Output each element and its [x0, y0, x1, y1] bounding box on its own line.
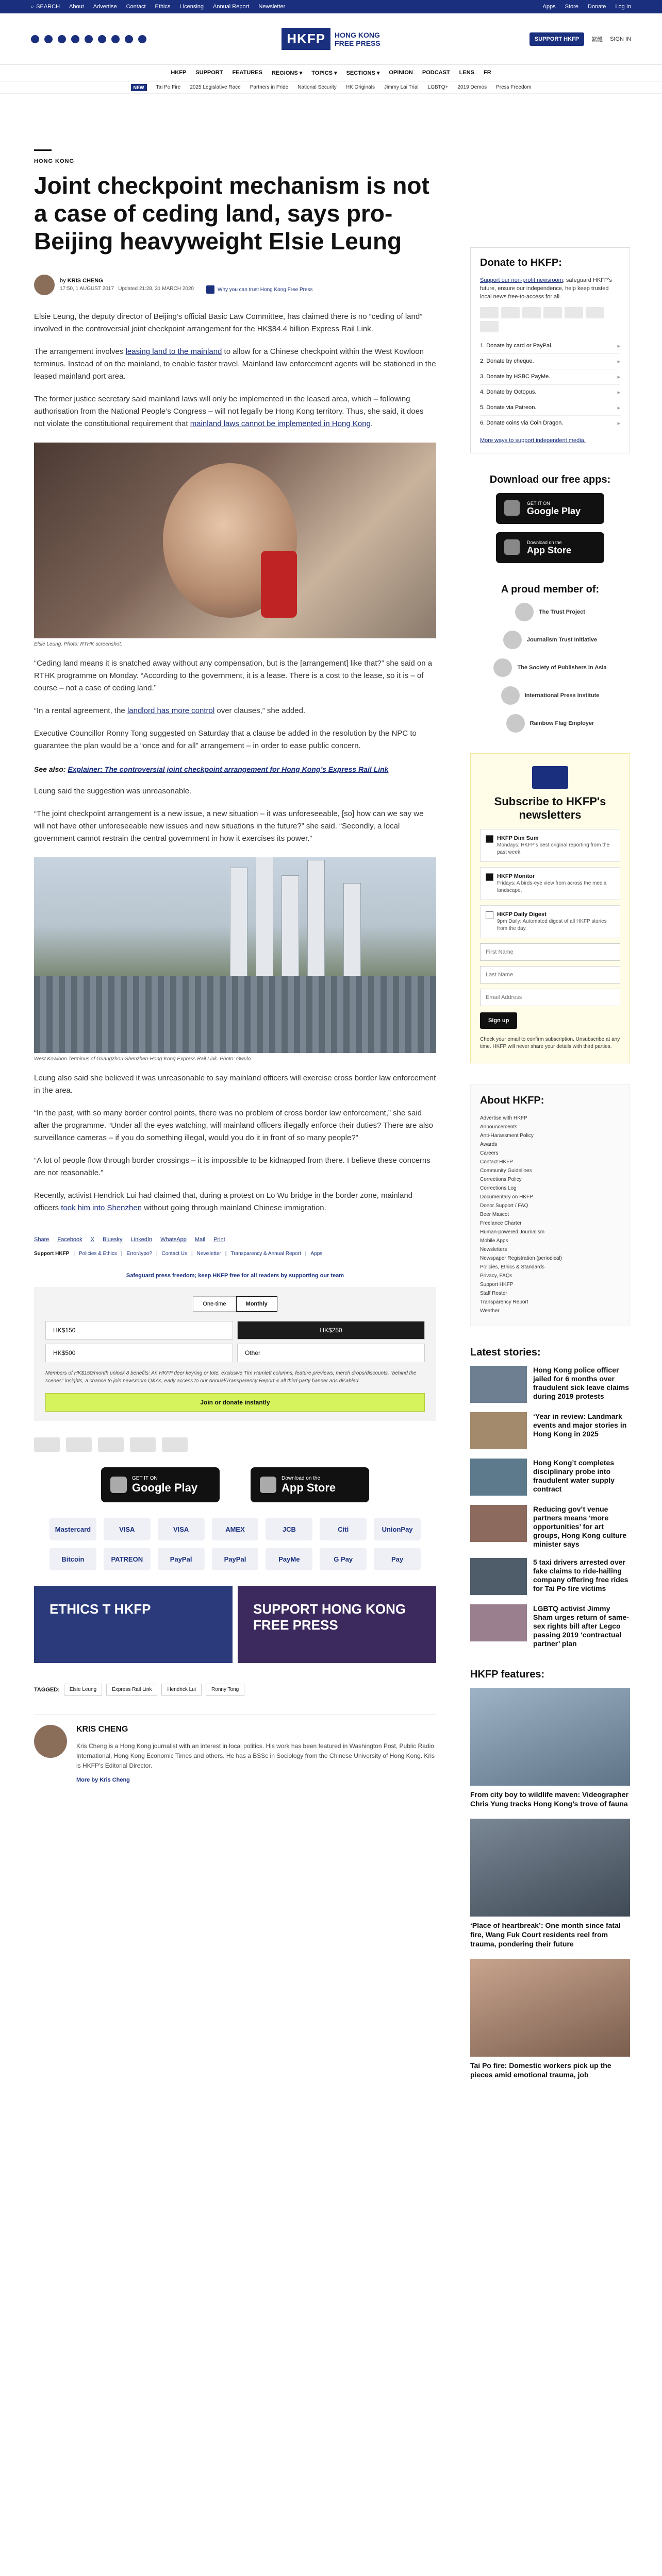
payment-logo: PayMe: [266, 1548, 312, 1570]
payment-logo: AMEX: [212, 1518, 259, 1540]
ethics-link[interactable]: Ethics: [155, 4, 171, 10]
story-item[interactable]: Reducing gov’t venue partners means ‘more opportunities’ for art groups, Hong Kong culture minister says: [470, 1505, 630, 1549]
amount-option[interactable]: HK$500: [45, 1344, 233, 1362]
membership-benefits: Members of HK$150/month unlock 8 benefits: An HKFP deer keyring or tote, exclusive Tim Hamlett columns, feature previews, merch drops/discounts, “behind the scenes” insights, a chance to join newsroom Q&As, early access to our Annual/Transparency Report & all third-party banner ads disabled.: [45, 1370, 417, 1384]
payment-logo: VISA: [104, 1518, 151, 1540]
about-link[interactable]: Privacy, FAQs: [480, 1273, 512, 1279]
features-title: HKFP features:: [470, 1669, 545, 1680]
tag[interactable]: Express Rail Link: [106, 1684, 157, 1696]
latest-stories: [470, 1347, 630, 1648]
safeguard-banner[interactable]: Safeguard press freedom; keep HKFP free for all readers by supporting our team: [126, 1273, 344, 1279]
byline-author[interactable]: KRIS CHENG: [67, 278, 103, 284]
share-x[interactable]: X: [90, 1236, 95, 1243]
trust-link-label: Why you can trust Hong Kong Free Press: [218, 286, 313, 293]
amount-option-selected[interactable]: HK$250: [237, 1321, 425, 1340]
card-logos: [480, 307, 620, 332]
about-link[interactable]: Human-powered Journalism: [480, 1229, 545, 1235]
member-logo[interactable]: Rainbow Flag Employer: [470, 714, 630, 733]
subscribe-note: Check your email to confirm subscription. Unsubscribe at any time. HKFP will never share your details with third parties.: [480, 1037, 620, 1049]
about-link[interactable]: Corrections Log: [480, 1185, 517, 1191]
about-link[interactable]: Support HKFP: [480, 1282, 514, 1287]
jti-icon: [503, 631, 522, 649]
about-link[interactable]: Community Guidelines: [480, 1168, 532, 1174]
freq-monthly[interactable]: Monthly: [236, 1296, 277, 1312]
article-photo-terminus: [34, 857, 436, 1053]
inline-link[interactable]: leasing land to the mainland: [125, 347, 222, 356]
about-link[interactable]: Careers: [480, 1150, 499, 1156]
policy-link[interactable]: Contact Us: [161, 1251, 188, 1257]
paragraph: “The joint checkpoint arrangement is a new issue, a new situation – it was unforeseeable, [so] how can we say we will not have other unforeseeable new issues and new situations in the future?” she said. “Secondly, a local government cannot restrain the central government in how it exercises its power.”: [34, 809, 424, 843]
amount-option[interactable]: Other: [237, 1344, 425, 1362]
support-hkfp-button[interactable]: SUPPORT HKFP: [529, 32, 584, 46]
donate-option[interactable]: 2. Donate by cheque. ▸: [480, 354, 620, 369]
nav-support[interactable]: SUPPORT: [195, 70, 223, 76]
language-toggle[interactable]: 繁體: [591, 36, 603, 43]
support-promo[interactable]: SUPPORT HONG KONG FREE PRESS: [238, 1586, 436, 1663]
search-icon: ⌕: [31, 3, 35, 10]
threads-icon[interactable]: [71, 35, 79, 43]
author-box-name[interactable]: KRIS CHENG: [76, 1725, 128, 1734]
site-logo[interactable]: [282, 28, 380, 50]
newsletter-title: Subscribe to HKFP's newsletters: [494, 795, 606, 821]
members-section: [470, 584, 630, 733]
sidebar: [470, 247, 630, 2090]
about-link[interactable]: Newsletters: [480, 1247, 507, 1252]
logo-line-2: FREE PRESS: [335, 39, 380, 47]
story-item[interactable]: Hong Kong police officer jailed for 6 months over fraudulent sick leave claims during 2019 protests: [470, 1366, 630, 1403]
tag[interactable]: Hendrick Lui: [161, 1684, 202, 1696]
payment-logo: VISA: [158, 1518, 205, 1540]
top-utility-bar: [0, 0, 662, 13]
payment-logo: G Pay: [320, 1548, 367, 1570]
sidebar-google-play-button[interactable]: GET IT ON Google Play: [496, 493, 604, 524]
policy-link[interactable]: Apps: [310, 1251, 323, 1257]
feature-item[interactable]: Tai Po fire: Domestic workers pick up the pieces amid emotional trauma, job: [470, 1959, 630, 2079]
nav-topics[interactable]: TOPICS ▾: [311, 70, 337, 76]
envelope-icon: [532, 766, 568, 789]
paragraph: Elsie Leung, the deputy director of Beijing’s official Basic Law Committee, has claimed there is no “ceding of land” involved in the controversial joint checkpoint arrangement for the HK$84.4 billion Express Rail Link.: [34, 312, 423, 333]
about-link[interactable]: Freelance Charter: [480, 1221, 522, 1226]
member-logo[interactable]: The Society of Publishers in Asia: [470, 658, 630, 677]
linkedin-icon[interactable]: [98, 35, 106, 43]
payment-methods: [34, 1518, 436, 1570]
donation-widget: [34, 1287, 436, 1421]
policy-link[interactable]: Transparency & Annual Report: [230, 1251, 301, 1257]
paragraph: “In the past, with so many border control points, there was no problem of cross border law enforcement,” she said after the programme. “Under all the eyes watching, will mainland officers illegally enforce their duties? There are also surveillance cameras – if you do something illegal, would you do it in front of so many people?”: [34, 1109, 433, 1142]
updated-date: Updated 21:28, 31 MARCH 2020: [118, 286, 194, 292]
social-links: [31, 35, 282, 43]
contact-link[interactable]: Contact: [126, 4, 146, 10]
instagram-icon[interactable]: [58, 35, 66, 43]
payment-logo: Bitcoin: [49, 1548, 96, 1570]
author-box-bio: Kris Cheng is a Hong Kong journalist with an interest in local politics. His work has been featured in Washington Post, Public Radio International, Hong Kong Economic Times and others. He has a BSSc in Sociology from the Chinese University of Hong Kong. Kris is HKFP’s Editorial Director.: [76, 1742, 435, 1769]
about-link[interactable]: Documentary on HKFP: [480, 1194, 533, 1200]
trending-link[interactable]: Press Freedom: [496, 84, 532, 90]
feature-image: [470, 1688, 630, 1786]
about-link[interactable]: Beer Mascot: [480, 1212, 509, 1217]
about-link[interactable]: Mobile Apps: [480, 1238, 508, 1244]
sopa-icon: [493, 658, 512, 677]
nav-hkfp[interactable]: HKFP: [171, 70, 187, 76]
app-buttons: [34, 1467, 436, 1502]
whatsapp-icon[interactable]: [138, 35, 146, 43]
inline-link[interactable]: mainland laws cannot be implemented in Hong Kong: [190, 419, 371, 428]
sidebar-app-store-button[interactable]: Download on the App Store: [496, 532, 604, 563]
trust-project-badge[interactable]: [34, 1437, 60, 1452]
apps-link[interactable]: Apps: [542, 4, 556, 10]
sign-up-button[interactable]: Sign up: [480, 1012, 517, 1029]
trending-link[interactable]: 2025 Legislative Race: [190, 84, 241, 90]
photo-microphone: [261, 551, 297, 618]
last-name-field[interactable]: Last Name: [480, 966, 620, 984]
member-logo[interactable]: International Press Institute: [470, 686, 630, 705]
payment-logo: UnionPay: [374, 1518, 421, 1540]
about-section: [470, 1084, 630, 1326]
inline-link[interactable]: landlord has more control: [127, 706, 215, 715]
paragraph: “A lot of people flow through border crossings – it is impossible to be kidnapped from there. I believe these concerns are not reasonable.”: [34, 1156, 431, 1177]
apps-section: [470, 474, 630, 563]
donate-text-link[interactable]: Support our non-profit newsroom: [480, 277, 563, 283]
paragraph: Leung said the suggestion was unreasonable.: [34, 787, 192, 795]
donate-text: Support our non-profit newsroom; safeguard HKFP's future, ensure our independence, help keep trusted local news free-to-access for all.: [480, 277, 612, 300]
payment-logo: PayPal: [158, 1548, 205, 1570]
about-link[interactable]: Awards: [480, 1142, 498, 1147]
logo-mark: HKFP: [282, 28, 330, 50]
donate-title: Donate to HKFP:: [480, 257, 562, 268]
card-logo: [501, 307, 520, 318]
payment-logo: PayPal: [212, 1548, 259, 1570]
nav-sections[interactable]: SECTIONS ▾: [346, 70, 380, 76]
nav-fr[interactable]: FR: [483, 70, 491, 76]
ethics-promo[interactable]: ETHICS T HKFP: [34, 1586, 233, 1663]
tags-row: [34, 1684, 436, 1696]
trust-icon: [206, 285, 214, 294]
payment-logo: Pay: [374, 1548, 421, 1570]
photo-tower: [307, 860, 325, 986]
policy-link[interactable]: Support HKFP: [34, 1251, 70, 1257]
photo-caption: Elsie Leung. Photo: RTHK screenshot.: [34, 641, 123, 647]
trust-project-icon: [515, 603, 534, 621]
about-link[interactable]: Donor Support / FAQ: [480, 1203, 528, 1209]
paragraph: Executive Councillor Ronny Tong suggested on Saturday that a clause be added in the resolution by the NPC to guarantee the plan would be a “once and for all” arrangement – in order to ease public concern.: [34, 729, 417, 750]
about-link[interactable]: Weather: [480, 1308, 500, 1314]
search-link[interactable]: ⌕ SEARCH: [31, 3, 60, 10]
donate-option[interactable]: 5. Donate via Patreon. ▸: [480, 400, 620, 416]
feature-item[interactable]: From city boy to wildlife maven: Videographer Chris Yung tracks Hong Kong’s trove of fauna: [470, 1688, 630, 1808]
payment-logo: Citi: [320, 1518, 367, 1540]
main-nav: [0, 65, 662, 81]
paragraph: “In a rental agreement, the landlord has more control over clauses,” she added.: [34, 706, 306, 715]
freq-one-time[interactable]: One-time: [193, 1296, 236, 1312]
newsletter-option[interactable]: HKFP Dim Sum Mondays: HKFP's best original reporting from the past week.: [480, 829, 620, 862]
photo-tower: [230, 868, 247, 986]
about-link[interactable]: Policies, Ethics & Standards: [480, 1264, 545, 1270]
card-logo: [586, 307, 604, 318]
story-thumbnail: [470, 1558, 527, 1595]
share-facebook[interactable]: Facebook: [57, 1236, 82, 1243]
about-link[interactable]: About: [69, 4, 84, 10]
x-icon[interactable]: [44, 35, 53, 43]
about-title: About HKFP:: [480, 1095, 544, 1106]
card-logo: [543, 307, 562, 318]
paragraph: The arrangement involves leasing land to the mainland to allow for a Chinese checkpoint within the West Kowloon terminus. Instead of on the mainland, to enable faster travel. Mainland law enforcement agents will be stationed in the leased mainland port area.: [34, 347, 436, 381]
card-logo: [565, 307, 583, 318]
newsletter-link[interactable]: Newsletter: [258, 4, 286, 10]
photo-caption: West Kowloon Terminus of Guangzhou-Shenzhen-Hong Kong Express Rail Link. Photo: Gwulo.: [34, 1056, 253, 1062]
payment-logo: JCB: [266, 1518, 312, 1540]
story-thumbnail: [470, 1366, 527, 1403]
trust-link[interactable]: [206, 285, 313, 294]
photo-tower: [256, 857, 273, 986]
rainbow-badge[interactable]: [162, 1437, 188, 1452]
about-link[interactable]: Advertise with HKFP: [480, 1115, 527, 1121]
trending-link[interactable]: Jimmy Lai Trial: [384, 84, 419, 90]
donate-options: [480, 338, 620, 431]
facebook-icon[interactable]: [31, 35, 39, 43]
feature-image: [470, 1819, 630, 1917]
card-logo: [522, 307, 541, 318]
google-play-button[interactable]: GET IT ON Google Play: [101, 1467, 220, 1502]
trending-link[interactable]: HK Originals: [345, 84, 375, 90]
paragraph: The former justice secretary said mainland laws will only be implemented in the leased area, which – following authorisation from the National People’s Congress – will not legally be Hong Kong territory. Thus, she said, it does not violate the constitutional requirement that mainland laws cannot be implemented in Hong Kong.: [34, 395, 424, 428]
trending-link[interactable]: Partners in Pride: [250, 84, 289, 90]
policy-links: Support HKFP | Policies & Ethics | Error/typo? | Contact Us | Newsletter | Transparency & Annual Report | Apps: [34, 1251, 436, 1264]
ipi-icon: [501, 686, 520, 705]
policy-link[interactable]: Error/typo?: [126, 1251, 152, 1257]
trending-link[interactable]: 2019 Demos: [457, 84, 487, 90]
story-item[interactable]: 5 taxi drivers arrested over fake claims to ride-hailing company offering free rides for Tai Po fire victims: [470, 1558, 630, 1595]
card-logo: [480, 321, 499, 332]
share-linkedin[interactable]: LinkedIn: [130, 1236, 153, 1243]
article-photo-elsie-leung: [34, 443, 436, 638]
nav-regions[interactable]: REGIONS ▾: [271, 70, 303, 76]
latest-title: Latest stories:: [470, 1347, 541, 1358]
feature-item[interactable]: ‘Place of heartbreak’: One month since fatal fire, Wang Fuk Court residents reel from trauma, pondering their future: [470, 1819, 630, 1948]
share-whatsapp[interactable]: WhatsApp: [160, 1236, 187, 1243]
payment-logo: Mastercard: [49, 1518, 96, 1540]
member-logo[interactable]: Journalism Trust Initiative: [470, 631, 630, 649]
policy-link[interactable]: Newsletter: [196, 1251, 221, 1257]
email-field[interactable]: Email Address: [480, 989, 620, 1006]
site-header: [0, 13, 662, 65]
paragraph: Leung also said she believed it was unreasonable to say mainland officers will exercise cross border law enforcement in the area.: [34, 1074, 436, 1095]
article: [34, 149, 436, 1783]
story-thumbnail: [470, 1412, 527, 1449]
youtube-icon[interactable]: [85, 35, 93, 43]
donate-option[interactable]: 4. Donate by Octopus. ▸: [480, 385, 620, 400]
photo-tower: [343, 883, 361, 986]
rainbow-flag-icon: [506, 714, 525, 733]
nav-podcast[interactable]: PODCAST: [422, 70, 450, 76]
newsletter-signup: [470, 753, 630, 1063]
store-link[interactable]: Store: [565, 4, 578, 10]
photo-construction-site: [34, 976, 436, 1053]
story-item[interactable]: LGBTQ activist Jimmy Sham urges return of same-sex rights bill after Legco passing 2019 ‘contractual partner’ plan: [470, 1604, 630, 1648]
article-kicker[interactable]: HONG KONG: [34, 158, 75, 164]
jti-badge[interactable]: [66, 1437, 92, 1452]
about-link[interactable]: Announcements: [480, 1124, 518, 1130]
promo-banners: [34, 1586, 436, 1663]
donate-option[interactable]: 6. Donate coins via Coin Dragon. ▸: [480, 416, 620, 431]
amount-option[interactable]: HK$150: [45, 1321, 233, 1340]
author-box: [34, 1714, 436, 1783]
licensing-link[interactable]: Licensing: [179, 4, 204, 10]
about-link[interactable]: Corrections Policy: [480, 1177, 522, 1182]
nav-features[interactable]: FEATURES: [232, 70, 262, 76]
share-bluesky[interactable]: Bluesky: [103, 1236, 123, 1243]
sign-in-link[interactable]: SIGN IN: [610, 36, 632, 42]
newsletter-option[interactable]: HKFP Monitor Fridays: A birds-eye view from across the media landscape.: [480, 867, 620, 900]
paragraph: “Ceding land means it is snatched away without any compensation, but is the [arrangement] like that?” she said on a RTHK programme on Monday. “According to the government, it is a lease. There is a cost to the lease, so it is – of course – not a case of ceding land.”: [34, 659, 433, 692]
card-logo: [480, 307, 499, 318]
ipi-badge[interactable]: [130, 1437, 156, 1452]
members-title: A proud member of:: [501, 584, 600, 595]
share-bar: [34, 1229, 436, 1243]
title-rule: [34, 149, 52, 151]
new-badge: NEW: [131, 84, 147, 91]
see-also-link[interactable]: Explainer: The controversial joint checkpoint arrangement for Hong Kong’s Express Rail Link: [68, 765, 389, 773]
logo-line-1: HONG KONG: [335, 30, 380, 39]
about-list: [480, 1114, 620, 1315]
newsletter-option[interactable]: HKFP Daily Digest 9pm Daily: Automated digest of all HKFP stories from the day.: [480, 905, 620, 938]
story-item[interactable]: Hong Kong’t completes disciplinary probe into fraudulent water supply contract: [470, 1459, 630, 1496]
story-thumbnail: [470, 1604, 527, 1641]
apps-title: Download our free apps:: [489, 474, 611, 485]
donate-link[interactable]: Donate: [587, 4, 606, 10]
about-link[interactable]: Contact HKFP: [480, 1159, 513, 1165]
member-badges-row: [34, 1437, 436, 1452]
more-by-author-link[interactable]: More by Kris Cheng: [76, 1777, 130, 1783]
feature-image: [470, 1959, 630, 2057]
inline-link[interactable]: took him into Shenzhen: [61, 1204, 142, 1212]
story-item[interactable]: ‘Year in review: Landmark events and major stories in Hong Kong in 2025: [470, 1412, 630, 1449]
first-name-field[interactable]: First Name: [480, 943, 620, 961]
donate-box: [470, 247, 630, 453]
share-label: Share: [34, 1236, 49, 1243]
see-also: See also: Explainer: The controversial joint checkpoint arrangement for Hong Kong’s Express Rail Link: [34, 765, 389, 773]
nav-lens[interactable]: LENS: [459, 70, 474, 76]
trending-link[interactable]: Tai Po Fire: [156, 84, 181, 90]
published-date: 17:50, 1 AUGUST 2017: [60, 286, 114, 292]
photo-tower: [282, 875, 299, 986]
trending-bar: [0, 81, 662, 94]
tagged-label: TAGGED:: [34, 1686, 60, 1693]
app-store-button[interactable]: Download on the App Store: [251, 1467, 369, 1502]
policy-link[interactable]: Policies & Ethics: [78, 1251, 117, 1257]
sopa-badge[interactable]: [98, 1437, 124, 1452]
story-thumbnail: [470, 1459, 527, 1496]
nav-opinion[interactable]: OPINION: [389, 70, 413, 76]
about-link[interactable]: Anti-Harassment Policy: [480, 1133, 534, 1139]
donate-option[interactable]: 3. Donate by HSBC PayMe. ▸: [480, 369, 620, 385]
byline: [34, 269, 436, 300]
member-logo[interactable]: The Trust Project: [470, 603, 630, 621]
about-link[interactable]: Staff Roster: [480, 1291, 507, 1296]
tag[interactable]: Ronny Tong: [206, 1684, 244, 1696]
about-link[interactable]: Newspaper Registration (periodical): [480, 1256, 562, 1261]
story-thumbnail: [470, 1505, 527, 1542]
bluesky-icon[interactable]: [111, 35, 120, 43]
about-link[interactable]: Transparency Report: [480, 1299, 528, 1305]
payment-logo: PATREON: [104, 1548, 151, 1570]
author-avatar[interactable]: [34, 275, 55, 295]
hkfp-features: [470, 1669, 630, 2079]
byline-prefix: by: [60, 278, 66, 284]
tag[interactable]: Elsie Leung: [64, 1684, 102, 1696]
donate-option[interactable]: 1. Donate by card or PayPal. ▸: [480, 338, 620, 354]
paragraph: Recently, activist Hendrick Lui had claimed that, during a protest on Lo Wu bridge in the border zone, mainland officers took him into Shenzhen without going through mainland Chinese immigration.: [34, 1191, 413, 1212]
share-mail[interactable]: Mail: [194, 1236, 206, 1243]
trending-link[interactable]: LGBTQ+: [427, 84, 449, 90]
join-donate-button[interactable]: Join or donate instantly: [45, 1393, 425, 1412]
annual-report-link[interactable]: Annual Report: [213, 4, 250, 10]
trending-link[interactable]: National Security: [297, 84, 337, 90]
article-title: Joint checkpoint mechanism is not a case of ceding land, says pro-Beijing heavyweight Elsie Leung: [34, 172, 429, 255]
advertise-link[interactable]: Advertise: [93, 4, 117, 10]
telegram-icon[interactable]: [125, 35, 133, 43]
author-box-avatar[interactable]: [34, 1725, 67, 1758]
login-link[interactable]: Log In: [615, 4, 631, 10]
share-print[interactable]: Print: [213, 1236, 225, 1243]
more-ways-link[interactable]: More ways to support independent media.: [480, 437, 586, 444]
